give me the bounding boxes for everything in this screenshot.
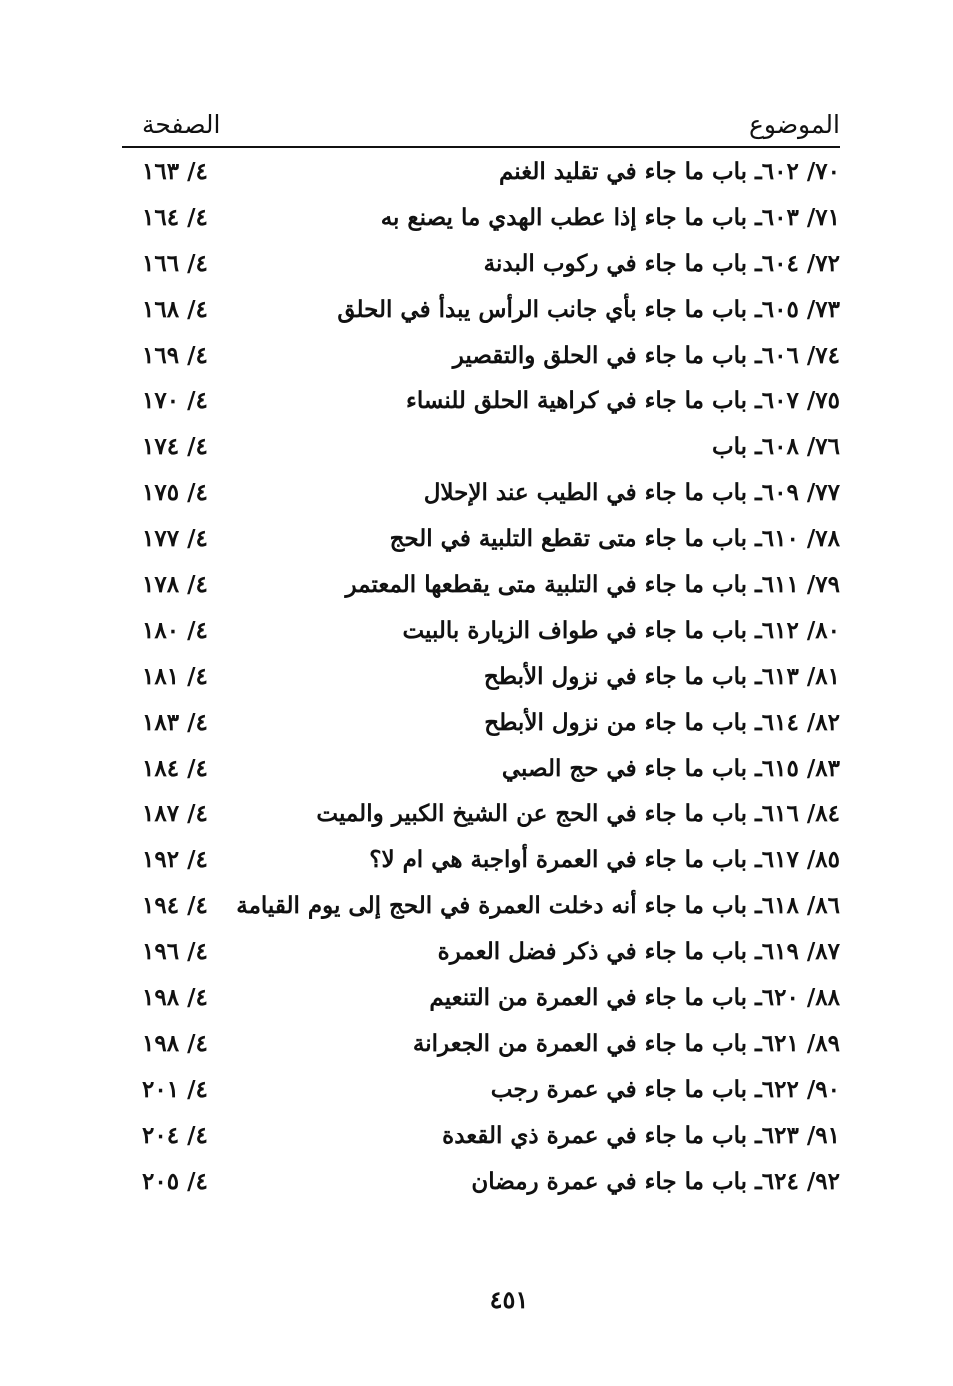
toc-entry xyxy=(122,288,840,334)
toc-entry-page: ٤/ ٢٠١ xyxy=(142,1075,208,1103)
toc-entry xyxy=(122,747,840,793)
toc-entry-page: ٤/ ١٧٥ xyxy=(142,479,208,507)
toc-entry-page: ٤/ ١٦٣ xyxy=(142,158,208,185)
page-number: ٤٥١ xyxy=(489,1285,529,1314)
toc-entry xyxy=(122,1068,840,1114)
toc-entry-title: ٨٤/ ٦١٦ـ باب ما جاء في الحج عن الشيخ الكبير والميت xyxy=(316,800,840,828)
toc-entry-page: ٤/ ١٩٤ xyxy=(142,892,208,920)
toc-entry xyxy=(122,471,840,517)
toc-entry-page: ٤/ ١٦٩ xyxy=(142,341,208,369)
toc-entry xyxy=(122,655,840,701)
toc-entry-page: ٤/ ١٨٠ xyxy=(142,616,208,644)
toc-entry-title: ٨١/ ٦١٣ـ باب ما جاء في نزول الأبطح xyxy=(483,662,840,690)
toc-entry-page: ٤/ ١٧٨ xyxy=(142,571,208,599)
toc-entry-page: ٤/ ١٧٧ xyxy=(142,525,208,553)
toc-entry-page: ٤/ ١٧٠ xyxy=(142,387,208,415)
table-of-contents xyxy=(122,150,840,1205)
toc-entry-page: ٤/ ٢٠٤ xyxy=(142,1121,208,1149)
toc-entry xyxy=(122,334,840,380)
toc-entry xyxy=(122,150,840,196)
toc-entry-title: ٨٢/ ٦١٤ـ باب ما جاء من نزول الأبطح xyxy=(484,708,840,736)
toc-header xyxy=(122,106,840,148)
toc-entry xyxy=(122,838,840,884)
toc-entry xyxy=(122,1022,840,1068)
toc-entry-title: ٨٦/ ٦١٨ـ باب ما جاء أنه دخلت العمرة في الحج إلى يوم القيامة xyxy=(236,892,840,920)
toc-entry-title: ٧٢/ ٦٠٤ـ باب ما جاء في ركوب البدنة xyxy=(483,249,840,277)
toc-entry xyxy=(122,609,840,655)
toc-entry xyxy=(122,425,840,471)
toc-entry xyxy=(122,930,840,976)
toc-entry-title: ٩٢/ ٦٢٤ـ باب ما جاء في عمرة رمضان xyxy=(471,1167,840,1195)
toc-entry-page: ٤/ ١٨٣ xyxy=(142,708,208,736)
toc-entry xyxy=(122,884,840,930)
toc-entry-page: ٤/ ١٩٨ xyxy=(142,984,208,1012)
toc-entry-title: ٧٥/ ٦٠٧ـ باب ما جاء في كراهية الحلق للنساء xyxy=(406,387,840,415)
toc-entry xyxy=(122,701,840,747)
toc-entry-page: ٤/ ١٩٨ xyxy=(142,1029,208,1057)
toc-entry-title: ٩١/ ٦٢٣ـ باب ما جاء في عمرة ذي القعدة xyxy=(442,1121,840,1149)
toc-entry xyxy=(122,517,840,563)
toc-entry-title: ٧٤/ ٦٠٦ـ باب ما جاء في الحلق والتقصير xyxy=(452,341,840,369)
toc-entry-title: ٧٨/ ٦١٠ـ باب ما جاء متى تقطع التلبية في الحج xyxy=(389,525,840,553)
toc-entry-title: ٩٠/ ٦٢٢ـ باب ما جاء في عمرة رجب xyxy=(490,1075,840,1103)
toc-entry-title: ٨٩/ ٦٢١ـ باب ما جاء في العمرة من الجعرانة xyxy=(412,1029,840,1057)
toc-entry-page: ٤/ ١٨٧ xyxy=(142,800,208,828)
toc-entry-page: ٤/ ١٦٨ xyxy=(142,295,208,323)
toc-entry xyxy=(122,563,840,609)
toc-entry xyxy=(122,196,840,242)
toc-entry-title: ٧٩/ ٦١١ـ باب ما جاء في التلبية متى يقطعها المعتمر xyxy=(345,571,840,599)
toc-entry-page: ٤/ ١٦٦ xyxy=(142,249,208,277)
toc-entry-title: ٨٣/ ٦١٥ـ باب ما جاء في حج الصبي xyxy=(501,754,840,782)
toc-entry-title: ٧٦/ ٦٠٨ـ باب xyxy=(711,433,840,461)
toc-entry-title: ٨٧/ ٦١٩ـ باب ما جاء في ذكر فضل العمرة xyxy=(437,938,840,966)
toc-entry-title: ٧٠/ ٦٠٢ـ باب ما جاء في تقليد الغنم xyxy=(499,158,840,185)
toc-entry-page: ٤/ ٢٠٥ xyxy=(142,1167,208,1195)
toc-entry xyxy=(122,1114,840,1160)
toc-entry xyxy=(122,976,840,1022)
toc-entry-title: ٧٣/ ٦٠٥ـ باب ما جاء بأي جانب الرأس يبدأ في الحلق xyxy=(337,295,840,323)
toc-entry-title: ٧١/ ٦٠٣ـ باب ما جاء إذا عطب الهدي ما يصنع به xyxy=(380,203,840,231)
topic-column-heading: الموضوع xyxy=(749,110,840,139)
toc-entry-page: ٤/ ١٩٦ xyxy=(142,938,208,966)
toc-entry xyxy=(122,1160,840,1206)
toc-entry-page: ٤/ ١٦٤ xyxy=(142,203,208,231)
toc-entry xyxy=(122,379,840,425)
toc-entry-title: ٨٠/ ٦١٢ـ باب ما جاء في طواف الزيارة بالبيت xyxy=(402,616,840,644)
toc-entry-page: ٤/ ١٨١ xyxy=(142,662,208,690)
toc-entry-page: ٤/ ١٩٢ xyxy=(142,846,208,874)
toc-entry-page: ٤/ ١٨٤ xyxy=(142,754,208,782)
toc-entry xyxy=(122,242,840,288)
page-column-heading: الصفحة xyxy=(142,110,221,139)
toc-entry-title: ٨٥/ ٦١٧ـ باب ما جاء في العمرة أواجبة هي ام لا؟ xyxy=(369,846,840,874)
toc-entry-title: ٧٧/ ٦٠٩ـ باب ما جاء في الطيب عند الإحلال xyxy=(423,479,840,507)
toc-entry-title: ٨٨/ ٦٢٠ـ باب ما جاء في العمرة من التنعيم xyxy=(429,984,840,1012)
toc-entry xyxy=(122,792,840,838)
toc-entry-page: ٤/ ١٧٤ xyxy=(142,433,208,461)
